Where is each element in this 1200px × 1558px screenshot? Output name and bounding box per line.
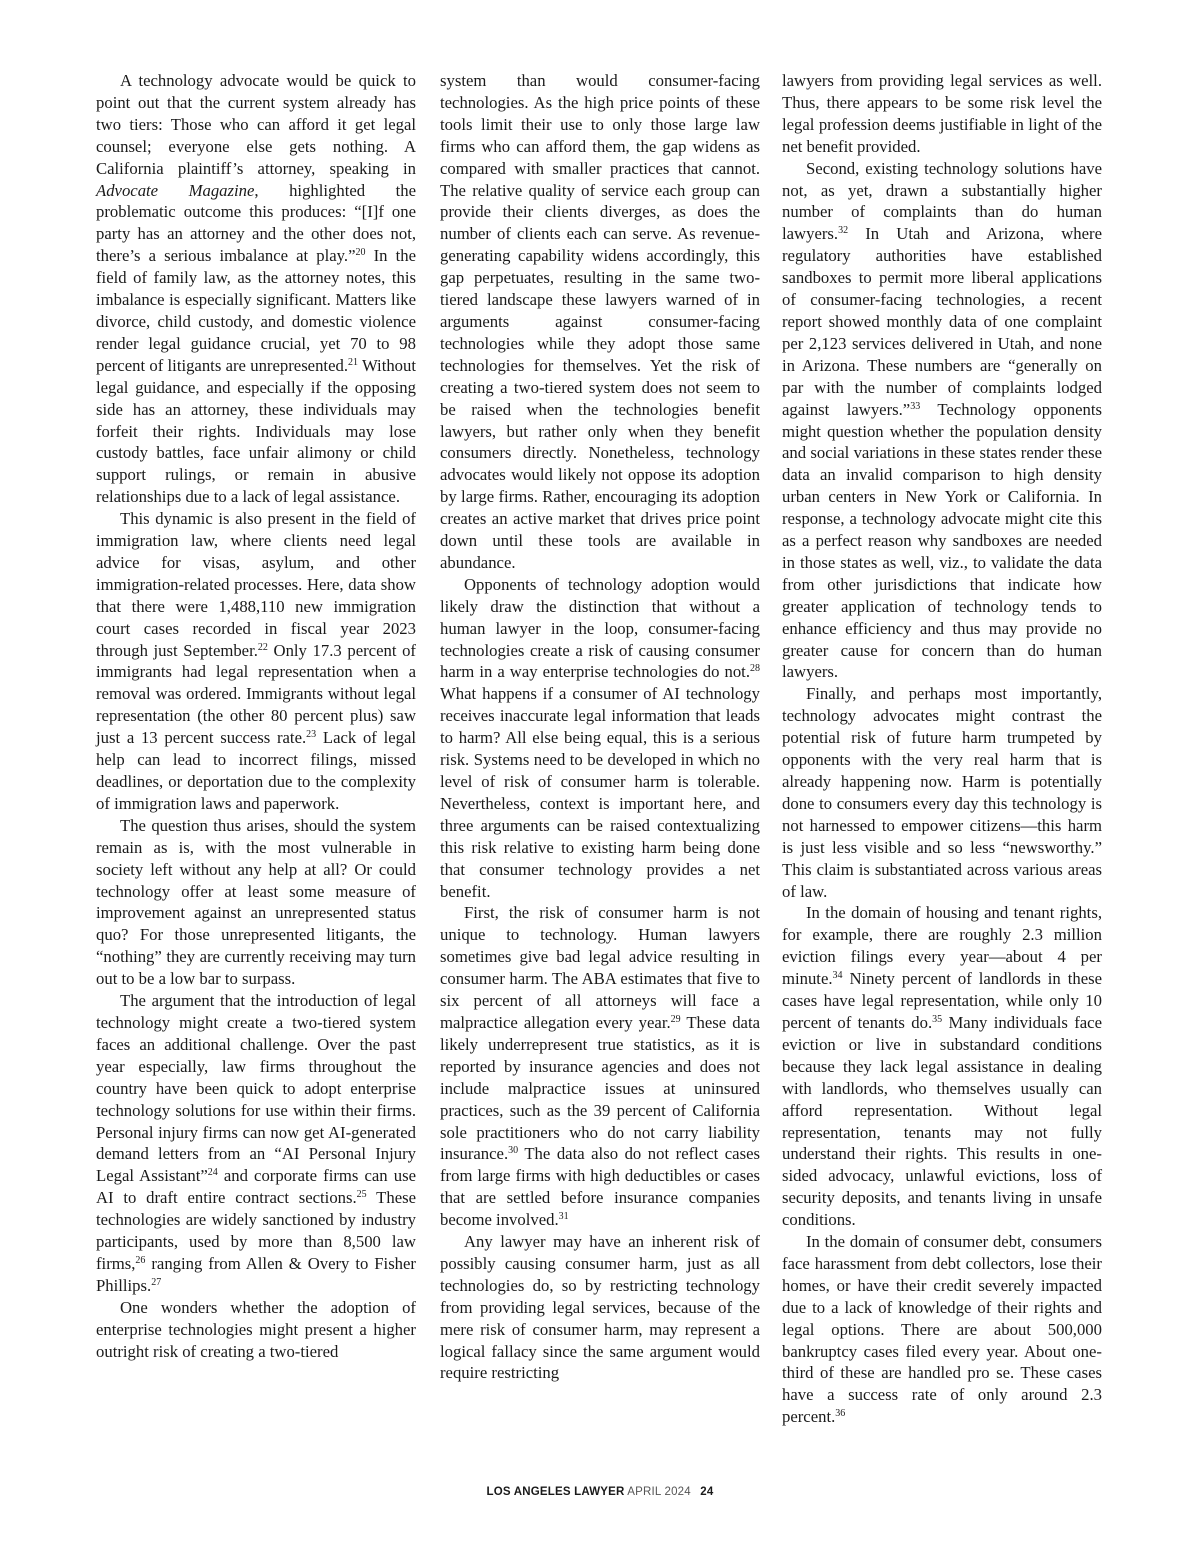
paragraph-text: In Utah and Arizona, where regulatory authorities have established sandboxes to permit more liberal applications of consumer-facing technologies, a recent report showed monthly data of one complaint per 2,123 services delivered in Utah, and none in Arizona. These numbers are “generally on par with the number of complaints lodged against lawyers.” [782,224,1102,419]
footnote-ref: 21 [348,356,358,368]
body-paragraph [440,1231,760,1384]
paragraph-text: In the domain of housing and tenant rights, for example, there are roughly 2.3 million eviction filings every year—about 4 per minute. [782,903,1102,989]
body-paragraph [782,683,1102,902]
footnote-ref: 36 [835,1408,846,1420]
paragraph-text: In the domain of consumer debt, consumers face harassment from debt collectors, lose their homes, or have their credit severely impacted due to a lack of knowledge of their rights and legal options. There are about 500,000 bankruptcy cases filed every year. About one-third of these are handled pro se. These cases have a success rate of only around 2.3 percent. [782,1232,1102,1427]
paragraph-text: Second, existing technology solutions have not, as yet, drawn a substantially higher number of complaints than do human lawyers. [782,158,1102,244]
paragraph-text: What happens if a consumer of AI technology receives inaccurate legal information that leads to harm? All else being equal, this is a serious risk. Systems need to be developed in which no level of risk of consumer harm is tolerable. Nevertheless, context is important here, and three arguments can be raised contextualizing this risk relative to existing harm being done that consumer technology provides a net benefit. [440,684,760,901]
body-paragraph [440,902,760,1231]
body-paragraph [96,1297,416,1363]
footnote-ref: 25 [356,1189,367,1201]
paragraph-text: First, the risk of consumer harm is not unique to technology. Human lawyers sometimes give bad legal advice resulting in consumer harm. The ABA estimates that five to six percent of all attorneys will face a malpractice allegation every year. [440,903,760,1032]
text-column-3 [782,70,1102,1428]
footnote-ref: 22 [257,641,268,653]
footer-date: APRIL 2024 [627,1486,691,1498]
paragraph-text: The question thus arises, should the system remain as is, with the most vulnerable in society left without any help at all? Or could technology offer at least some measure of improvement against an unrepresented status quo? For those unrepresented litigants, the “nothing” they are currently receiving may turn out to be a low bar to surpass. [96,815,416,989]
footnote-ref: 24 [207,1167,218,1179]
page-footer [0,1486,1200,1498]
paragraph-text: The argument that the introduction of legal technology might create a two-tiered system faces an additional challenge. Over the past year especially, law firms throughout the country have been quick to adopt enterprise technology solutions for use within their firms. Personal injury firms can now get AI-generated demand letters from an “AI Personal Injury Legal Assistant” [96,991,416,1186]
body-paragraph [96,815,416,990]
paragraph-text: The data also do not reflect cases from large firms with high deductibles or cases that are settled before insurance companies become involved. [440,1144,760,1230]
paragraph-text: This dynamic is also present in the field of immigration law, where clients need legal advice for visas, asylum, and other immigration-related processes. Here, data show that there were 1,488,110 new immigration court cases recorded in fiscal year 2023 through just September. [96,509,416,660]
paragraph-text: A technology advocate would be quick to point out that the current system already has two tiers: Those who can afford it get legal counsel; everyone else gets nothing. A California plaintiff’s attorney, speaking in [96,71,416,178]
body-paragraph [440,70,760,574]
paragraph-text: ranging from Allen & Overy to Fisher Phillips. [96,1253,416,1295]
paragraph-text: Finally, and perhaps most importantly, technology advocates might contrast the potential risk of future harm trumpeted by opponents with the very real harm that is already happening now. Harm is potentially done to consumers every day this technology is not harnessed to empower citizens—this harm is just less visible and so less “newsworthy.” This claim is substantiated across various areas of law. [782,684,1102,901]
body-paragraph [782,902,1102,1231]
body-paragraph [782,158,1102,684]
footnote-ref: 28 [750,663,760,675]
paragraph-text: Only 17.3 percent of immigrants had legal representation when a removal was ordered. Immigrants without legal representation (the other 80 percent plus) saw just a 13 percent success rate. [96,640,416,748]
paragraph-text: Opponents of technology adoption would likely draw the distinction that without a human lawyer in the loop, consumer-facing technologies create a risk of causing consumer harm in a way enterprise technologies do not. [440,574,760,682]
paragraph-text: Any lawyer may have an inherent risk of possibly causing consumer harm, just as all technologies do, so by restricting technology from providing legal services, because of the mere risk of consumer harm, may represent a logical fallacy since the same argument would require restricting [440,1232,760,1383]
paragraph-text: Ninety percent of landlords in these cases have legal representation, while only 10 percent of tenants do. [782,969,1102,1032]
body-paragraph [440,574,760,903]
paragraph-text: system than would consumer-facing technologies. As the high price points of these tools limit their use to only those large law firms who can afford them, the gap widens as compared with smaller practices that cannot. The relative quality of service each group can provide their clients diverges, as does the number of clients each can serve. As revenue-generating capability widens accordingly, this gap perpetuates, resulting in the same two-tiered landscape these lawyers warned of in arguments against consumer-facing technologies while they adopt those same technologies for themselves. Yet the risk of creating a two-tiered system does not seem to be raised when the technologies benefit lawyers, but rather only when they benefit consumers directly. Nonetheless, technology advocates would likely not oppose its adoption by large firms. Rather, encouraging its adoption creates an active market that drives price point down until these tools are available in abundance. [440,71,760,572]
footnote-ref: 23 [306,729,317,741]
footnote-ref: 33 [910,400,921,412]
footnote-ref: 35 [932,1013,943,1025]
footnote-ref: 26 [135,1254,146,1266]
paragraph-text: Many individuals face eviction or live in substandard conditions because they lack legal assistance in dealing with landlords, who themselves usually can afford representation. Without legal representation, tenants may not fully understand their rights. This results in one-sided advocacy, unlawful evictions, loss of security deposits, and tenants living in unsafe conditions. [782,1012,1102,1230]
italic-text: Advocate Magazine [96,180,255,200]
paragraph-text: and corporate firms can use AI to draft entire contract sections. [96,1166,416,1208]
paragraph-text: Without legal guidance, and especially if the opposing side has an attorney, these individuals may forfeit their rights. Individuals may lose custody battles, face unfair alimony or child support rulings, or remain in abusive relationships due to a lack of legal assistance. [96,355,416,507]
body-paragraph [96,508,416,815]
footnote-ref: 20 [355,247,366,259]
footnote-ref: 31 [558,1211,569,1223]
footnote-ref: 29 [670,1013,681,1025]
paragraph-text: , highlighted the problematic outcome this produces: “[I]f one party has an attorney and the other does not, there’s a serious imbalance at play.” [96,180,416,266]
text-column-1 [96,70,416,1362]
paragraph-text: One wonders whether the adoption of enterprise technologies might present a higher outright risk of creating a two-tiered [96,1297,416,1361]
paragraph-text: Lack of legal help can lead to incorrect filings, missed deadlines, or deportation due to the complexity of immigration laws and paperwork. [96,728,417,813]
body-paragraph [782,1231,1102,1428]
footnote-ref: 27 [151,1276,162,1288]
text-column-2 [440,70,760,1384]
body-paragraph [782,70,1102,158]
paragraph-text: lawyers from providing legal services as well. Thus, there appears to be some risk level the legal profession deems justifiable in light of the net benefit provided. [782,71,1102,156]
paragraph-text: In the field of family law, as the attorney notes, this imbalance is especially significant. Matters like divorce, child custody, and domestic violence render legal guidance crucial, yet 70 to 98 percent of litigants are unrepresented. [96,246,416,375]
footnote-ref: 34 [832,970,843,982]
body-paragraph [96,70,416,508]
body-paragraph [96,990,416,1297]
paragraph-text: These data likely underrepresent true statistics, as it is reported by insurance agencies and does not include malpractice issues at uninsured practices, such as the 39 percent of California sole practitioners who do not carry liability insurance. [440,1012,760,1164]
footer-publication: LOS ANGELES LAWYER [486,1486,625,1498]
paragraph-text: These technologies are widely sanctioned by industry participants, used by more than 8,500 law firms, [96,1188,416,1273]
footer-page-number: 24 [700,1486,714,1498]
footnote-ref: 32 [838,225,849,237]
footnote-ref: 30 [508,1145,519,1157]
paragraph-text: Technology opponents might question whether the population density and social variations in these states render these data an invalid comparison to high density urban centers in New York or California. In response, a technology advocate might cite this as a perfect reason why sandboxes are needed in those states as well, viz., to validate the data from other jurisdictions that indicate how greater application of technology tends to enhance efficiency and thus may provide no greater cause for concern than do human lawyers. [782,399,1102,682]
